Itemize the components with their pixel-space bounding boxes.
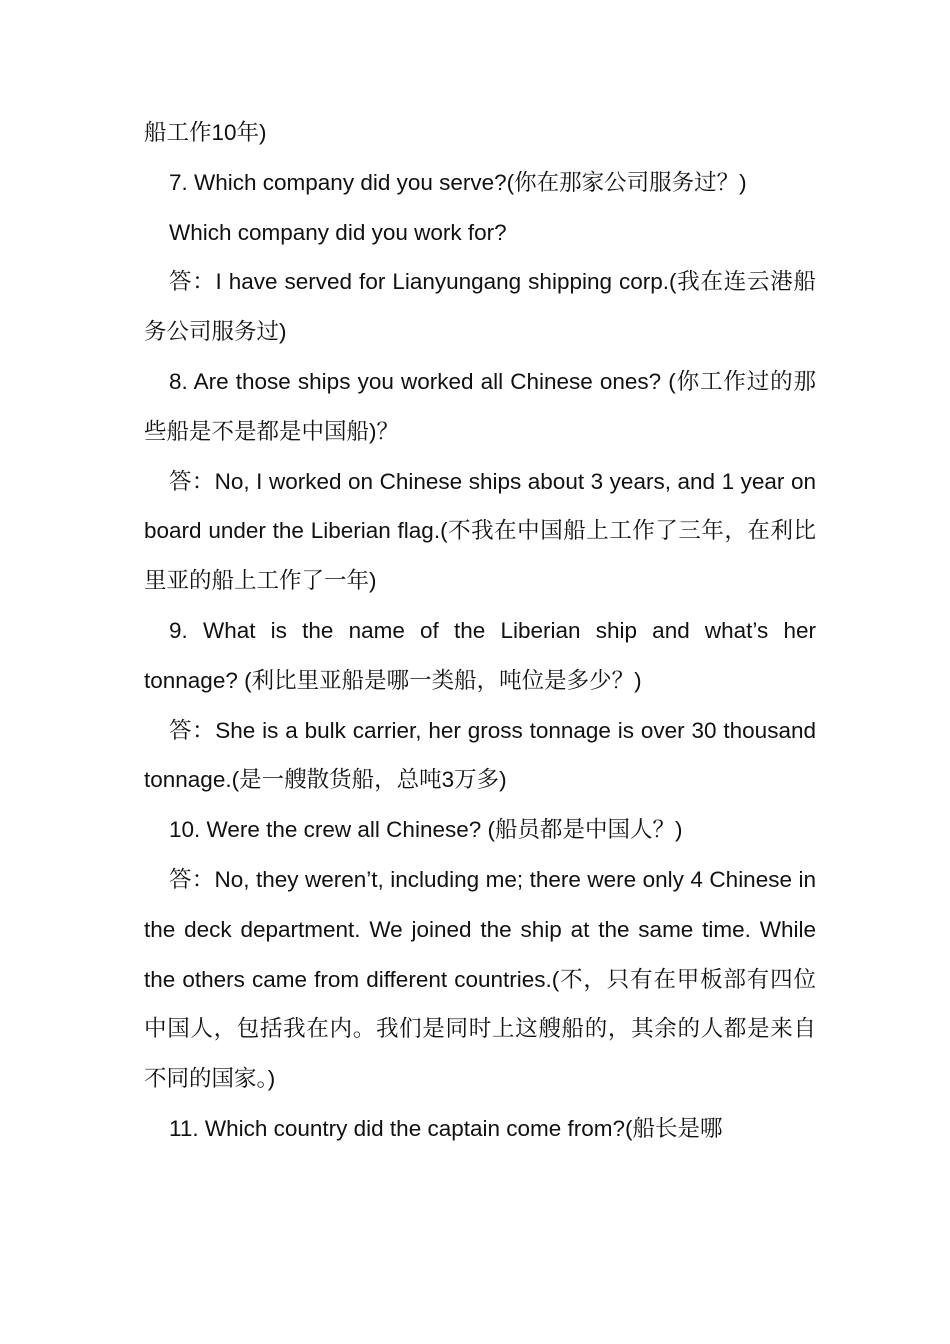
answer-9: 答：She is a bulk carrier, her gross tonnage is over 30 thousand tonnage.(是一艘散货船，总吨3万多) — [144, 717, 816, 793]
question-10: 10. Were the crew all Chinese? (船员都是中国人？) — [169, 817, 683, 843]
paragraph-continuation: 船工作10年) — [144, 120, 267, 145]
question-8: 8. Are those ships you worked all Chinese ones? (你工作过的那些船是不是都是中国船)？ — [144, 368, 816, 444]
question-7-alternate: Which company did you work for? — [169, 219, 507, 245]
answer-7: 答：I have served for Lianyungang shipping corp.(我在连云港船务公司服务过) — [144, 269, 816, 345]
question-11: 11. Which country did the captain come from?(船长是哪 — [169, 1115, 723, 1141]
answer-8: 答：No, I worked on Chinese ships about 3 years, and 1 year on board under the Liberian flag.(不我在中国船上工作了三年，在利比里亚的船上工作了一年) — [144, 468, 816, 594]
question-7: 7. Which company did you serve?(你在那家公司服务过？) — [169, 169, 747, 195]
document-page — [144, 108, 816, 1154]
question-9: 9. What is the name of the Liberian ship and what’s her tonnage? (利比里亚船是哪一类船，吨位是多少？) — [144, 617, 816, 693]
answer-10: 答：No, they weren’t, including me; there were only 4 Chinese in the deck department. We joined the ship at the same time. While the others came from different countries.(不，只有在甲板部有四位中国人，包括我在内。我们是同时上这艘船的，其余的人都是来自不同的国家。) — [144, 866, 816, 1092]
